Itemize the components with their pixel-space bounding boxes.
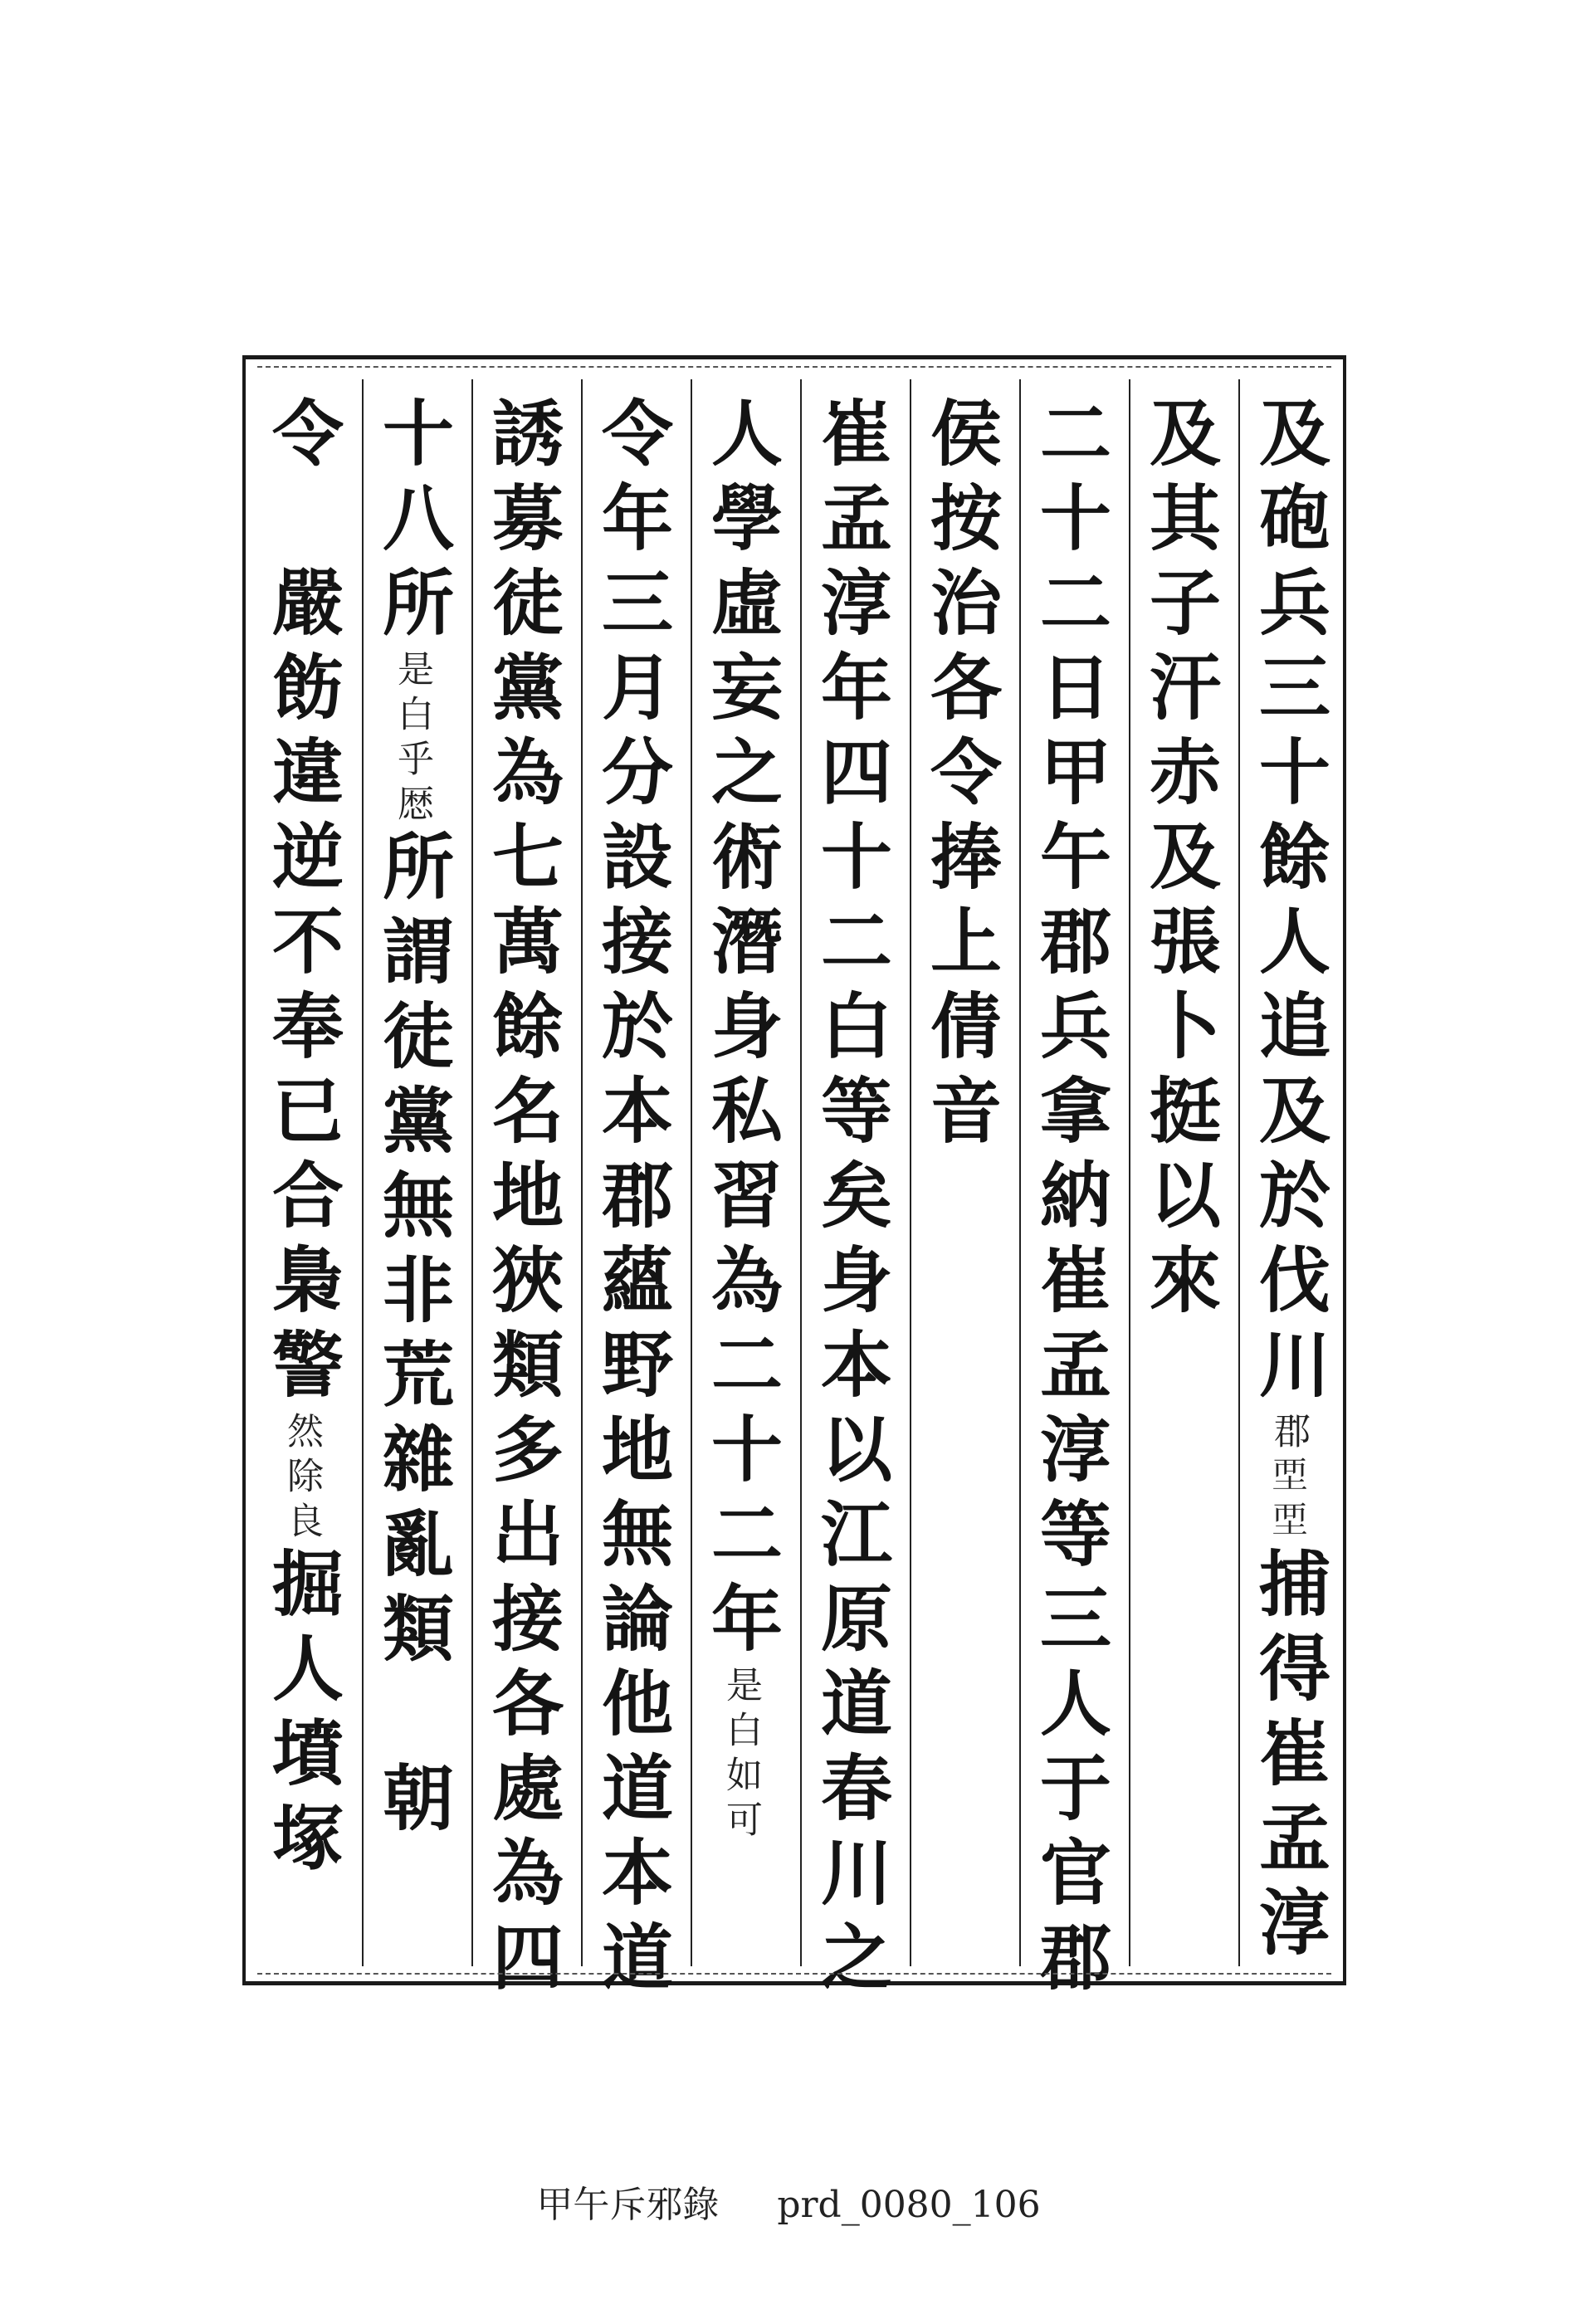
- column-text: 十八所: [370, 396, 454, 650]
- page-frame: [242, 355, 1346, 2004]
- text-column-6: [691, 379, 788, 1966]
- column-note: 郡𡊹𡊹: [1267, 1412, 1310, 1546]
- text-column-4: [910, 379, 1008, 1966]
- column-text: 侯按治各令捧上倩音: [918, 396, 1002, 1158]
- column-note: 然除良: [281, 1412, 323, 1546]
- column-text-continued: 所謂徒黨無非荒雜亂類 朝: [370, 829, 454, 1845]
- column-text: 誘募徒黨為七萬餘名地狹類多出接各處為四: [480, 396, 564, 2004]
- text-column-2: [1129, 379, 1227, 1966]
- column-text: 令 嚴飭違逆不奉已合梟警: [260, 396, 344, 1412]
- book-title: 甲午斥邪錄: [536, 2184, 720, 2226]
- column-text: 及砲兵三十餘人追及於伐川: [1247, 396, 1330, 1412]
- text-column-5: [800, 379, 898, 2004]
- text-column-7: [581, 379, 679, 2004]
- column-text: 及其子汗赤及張卜挺以來: [1137, 396, 1221, 1327]
- text-columns: [246, 359, 1343, 2004]
- column-note: 是白如可: [720, 1666, 762, 1845]
- column-text: 令年三月分設接於本郡蘊野地無論他道本道: [589, 396, 673, 2004]
- text-column-3: [1019, 379, 1117, 2004]
- text-column-10: [252, 379, 350, 1966]
- column-text: 崔孟淳年四十二白等矣身本以江原道春川之: [808, 396, 892, 2004]
- column-text-continued: 郡: [1028, 1920, 1111, 2004]
- column-text: 二十二日甲午郡兵拿納崔孟淳等三人于官: [1028, 396, 1111, 1920]
- column-text-continued: 捕得崔孟淳: [1247, 1546, 1330, 1970]
- page-footer: [0, 2175, 1577, 2228]
- page-code: prd_0080_106: [777, 2184, 1041, 2226]
- column-text-continued: 掘人墳塚: [260, 1546, 344, 1885]
- column-text: 人學虛妄之術潛身私習為二十二年: [699, 396, 783, 1666]
- column-note: 是白乎𢟍: [391, 650, 433, 829]
- text-column-9: [362, 379, 460, 1966]
- text-column-8: [471, 379, 569, 2004]
- text-column-1: [1238, 379, 1336, 1970]
